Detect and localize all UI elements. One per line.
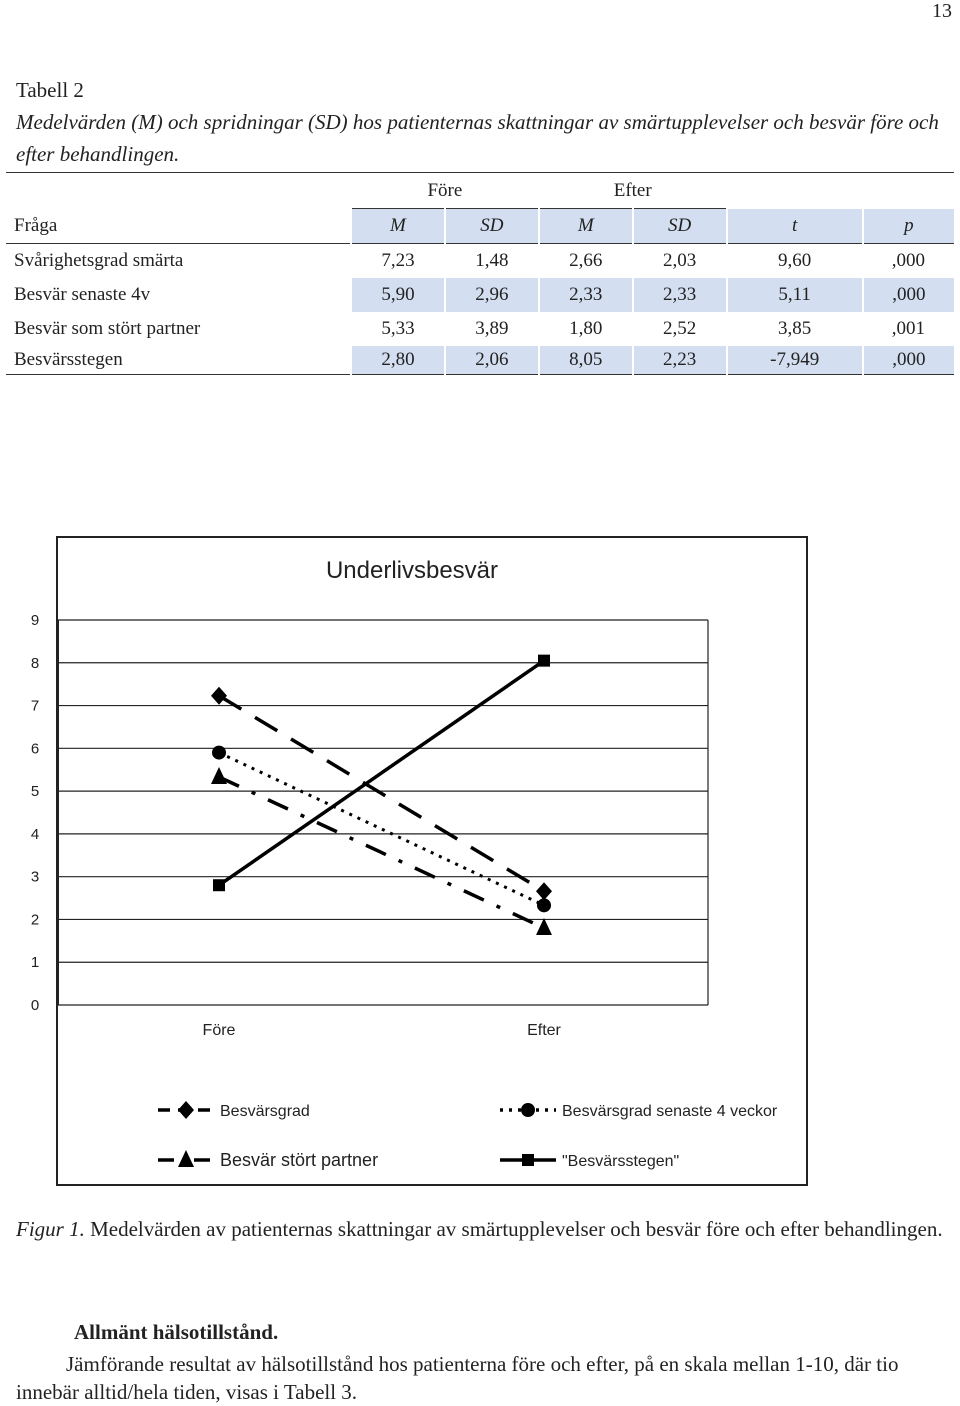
legend-label: Besvär stört partner [220,1150,379,1170]
y-tick-labels [31,612,39,1014]
legend-label: Besvärsgrad [220,1103,310,1120]
square-marker [213,879,225,891]
table-title: Medelvärden (M) och spridningar (SD) hos patienternas skattningar av smärtupplevelser och besvär före och efter behandlingen. [16,110,939,166]
diamond-marker [211,687,227,705]
table-row: Besvär som stört partner 5,33 3,89 1,80 2,52 3,85 ,001 [14,318,925,339]
diamond-marker [536,882,552,900]
triangle-marker [178,1150,194,1167]
series-line [219,696,544,891]
legend-label: "Besvärsstegen" [562,1153,680,1170]
legend-label: Besvärsgrad senaste 4 veckor [562,1103,778,1120]
header-p: p [863,209,954,244]
triangle-marker [211,767,227,784]
x-tick-label: Efter [527,1022,561,1039]
y-tick-label: 6 [30,740,40,758]
figure-label: Figur 1. [16,1217,85,1241]
series-3 [213,655,550,892]
y-tick-label: 9 [30,612,40,629]
section-heading: Allmänt hälsotillstånd. [74,1320,279,1344]
diamond-marker [178,1101,194,1119]
y-tick-label: 8 [30,654,40,672]
chart-grid [58,620,708,962]
y-tick-label: 5 [30,783,40,801]
table-label: Tabell 2 [16,78,84,102]
header-m1: M [351,209,445,244]
y-tick-label: 3 [30,868,40,886]
square-marker [538,655,550,667]
section-paragraph [16,1350,946,1406]
circle-marker [521,1103,535,1117]
y-tick-label: 7 [30,697,40,715]
figure-caption [16,1214,951,1244]
x-tick-labels [203,1022,562,1039]
y-tick-label: 1 [30,954,40,972]
chart-series [211,655,552,935]
table-row: Besvär senaste 4v 5,90 2,96 2,33 2,33 5,11 ,000 [6,278,954,312]
header-m2: M [539,209,633,244]
page-number: 13 [932,0,952,22]
paragraph-text: Jämförande resultat av hälsotillstånd hos patienterna före och efter, på en skala mellan 1-10, där tio innebär alltid/hela tiden, visas i Tabell 3. [16,1352,899,1404]
circle-marker [537,898,551,912]
chart-legend [158,1101,778,1170]
group-efter: Efter [539,174,727,209]
circle-marker [212,746,226,760]
triangle-marker [536,918,552,935]
chart-title: Underlivsbesvär [325,557,499,584]
header-sd2: SD [633,209,727,244]
y-tick-label: 0 [30,997,40,1014]
series-1 [212,746,551,913]
table-row: Besvärsstegen 2,80 2,06 8,05 2,23 -7,949 ,000 [6,346,954,375]
header-sd1: SD [445,209,539,244]
header-question: Fråga [6,209,351,244]
chart-axes [58,620,708,1005]
y-tick-label: 2 [30,911,40,929]
table-row: Svårighetsgrad smärta 7,23 1,48 2,66 2,03 9,60 ,000 [14,250,925,271]
y-tick-label: 4 [30,825,40,843]
figure-text: Medelvärden av patienternas skattningar av smärtupplevelser och besvär före och efter behandlingen. [84,1217,943,1241]
header-t: t [727,209,863,244]
square-marker [522,1154,534,1166]
x-tick-label: Före [202,1022,236,1039]
series-line [219,753,544,906]
series-0 [211,687,552,900]
group-fore: Före [351,174,539,209]
